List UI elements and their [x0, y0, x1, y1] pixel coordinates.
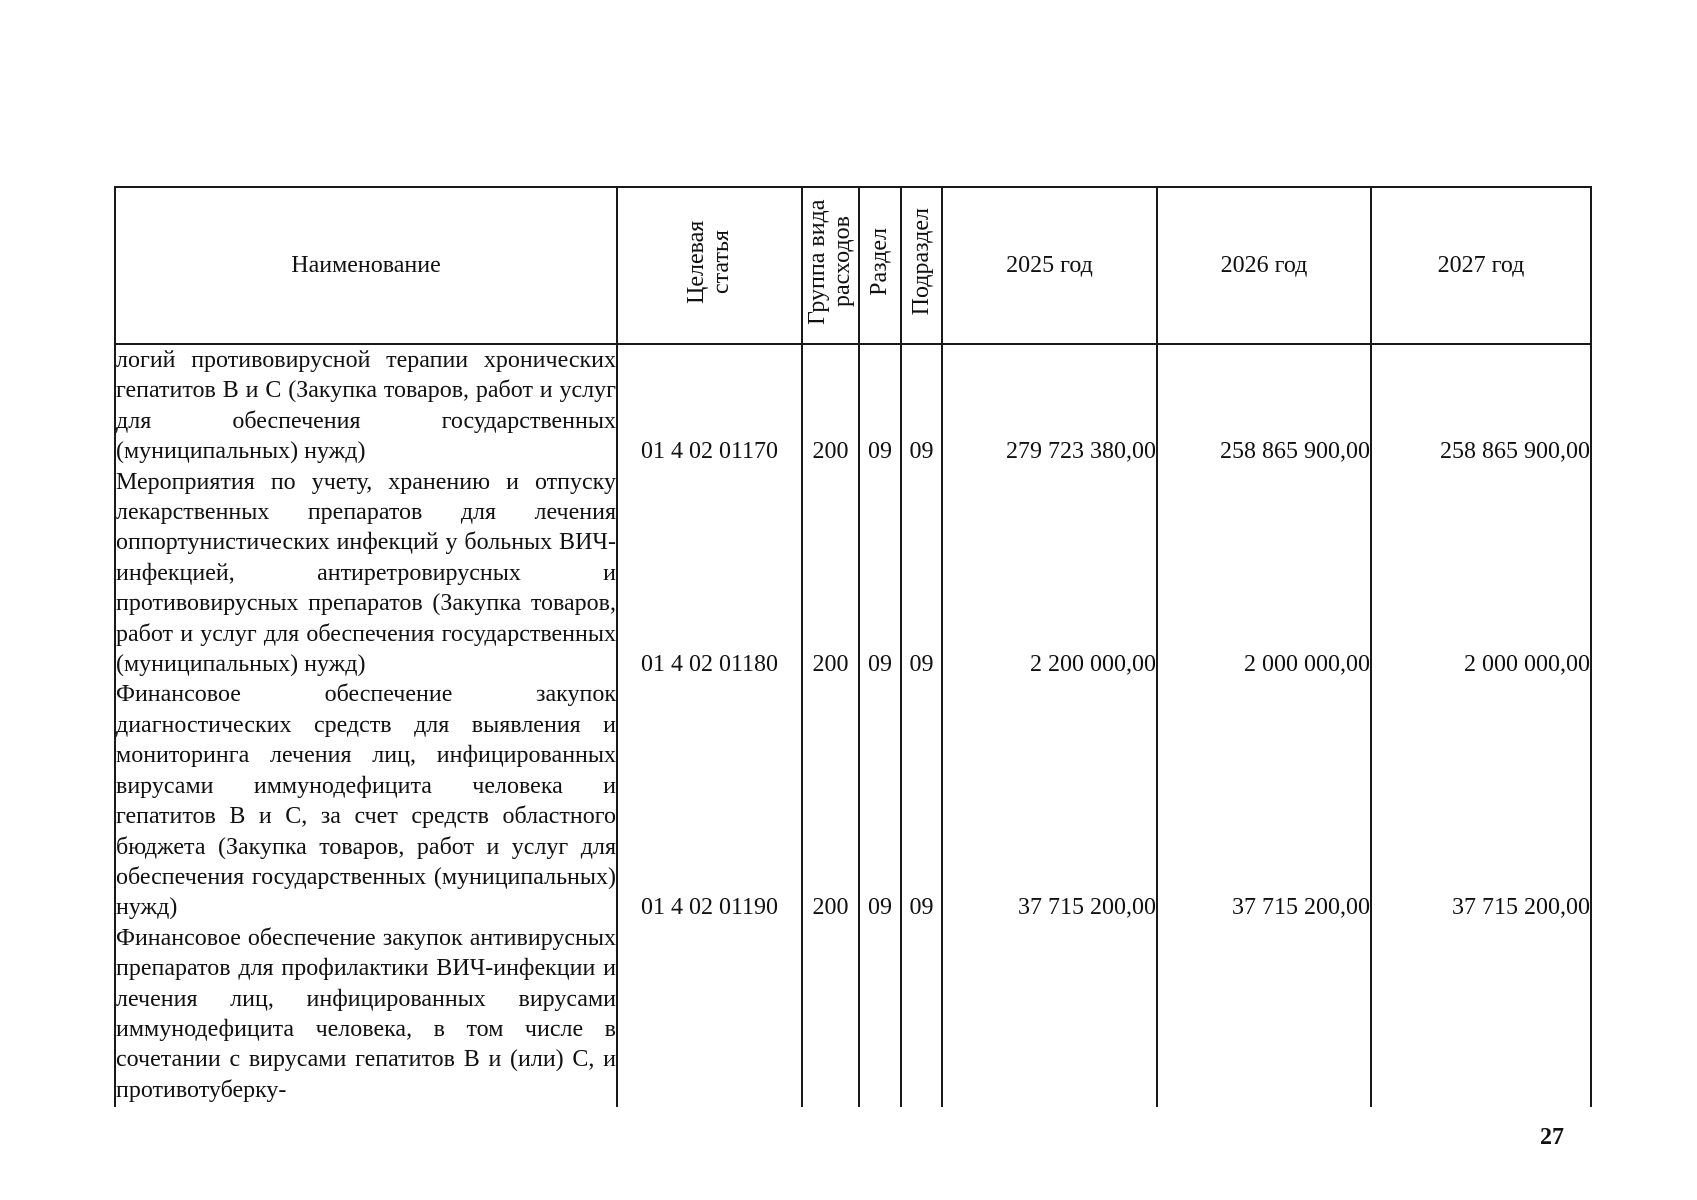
row-subsection: 09 — [901, 467, 942, 680]
row-amount-2025: 279 723 380,00 — [942, 344, 1157, 467]
header-year-2026: 2026 год — [1157, 187, 1371, 344]
row-target-article: 01 4 02 01180 — [617, 467, 802, 680]
row-target-article — [617, 923, 802, 1107]
budget-table — [114, 186, 1592, 1107]
row-section: 09 — [859, 679, 901, 922]
header-subsection: Подраздел — [901, 187, 942, 344]
row-amount-2025: 2 200 000,00 — [942, 467, 1157, 680]
row-section — [859, 923, 901, 1107]
row-amount-2026: 258 865 900,00 — [1157, 344, 1371, 467]
table-row — [115, 467, 1591, 680]
table-row — [115, 344, 1591, 467]
row-expense-group: 200 — [802, 679, 859, 922]
row-amount-2026: 2 000 000,00 — [1157, 467, 1371, 680]
row-amount-2026: 37 715 200,00 — [1157, 679, 1371, 922]
table-header-row — [115, 187, 1591, 344]
row-subsection — [901, 923, 942, 1107]
row-expense-group: 200 — [802, 344, 859, 467]
budget-table-container — [114, 186, 1590, 1107]
row-name: логий противовирусной терапии хронических гепатитов В и С (Закупка товаров, работ и услуг для обеспечения государственных (муниципальных) нужд) — [115, 344, 617, 467]
header-name: Наименование — [115, 187, 617, 344]
row-target-article: 01 4 02 01170 — [617, 344, 802, 467]
table-row — [115, 679, 1591, 922]
row-subsection: 09 — [901, 679, 942, 922]
row-amount-2027: 258 865 900,00 — [1371, 344, 1591, 467]
header-year-2025: 2025 год — [942, 187, 1157, 344]
page-number: 27 — [1540, 1124, 1564, 1150]
row-target-article: 01 4 02 01190 — [617, 679, 802, 922]
row-amount-2025: 37 715 200,00 — [942, 679, 1157, 922]
row-name: Мероприятия по учету, хранению и отпуску лекарственных препаратов для лечения оппортунистических инфекций у больных ВИЧ-инфекцией, антиретровирусных и противовирусных препаратов (Закупка товаров, работ и услуг для обеспечения государственных (муниципальных) нужд) — [115, 467, 617, 680]
row-amount-2025 — [942, 923, 1157, 1107]
row-section: 09 — [859, 344, 901, 467]
header-section: Раздел — [859, 187, 901, 344]
row-amount-2027 — [1371, 923, 1591, 1107]
row-expense-group: 200 — [802, 467, 859, 680]
row-subsection: 09 — [901, 344, 942, 467]
row-amount-2026 — [1157, 923, 1371, 1107]
table-row — [115, 923, 1591, 1107]
row-expense-group — [802, 923, 859, 1107]
row-name: Финансовое обеспечение закупок диагностических средств для выявления и мониторинга лечения лиц, инфицированных вирусами иммунодефицита человека и гепатитов В и С, за счет средств областного бюджета (Закупка товаров, работ и услуг для обеспечения государственных (муниципальных) нужд) — [115, 679, 617, 922]
header-expense-group: Группа вида расходов — [802, 187, 859, 344]
row-amount-2027: 2 000 000,00 — [1371, 467, 1591, 680]
header-year-2027: 2027 год — [1371, 187, 1591, 344]
header-target-article: Целевая статья — [617, 187, 802, 344]
row-section: 09 — [859, 467, 901, 680]
row-name: Финансовое обеспечение закупок антивирусных препаратов для профилактики ВИЧ-инфекции и лечения лиц, инфицированных вирусами иммунодефицита человека, в том числе в сочетании с вирусами гепатитов В и (или) С, и противотуберку- — [115, 923, 617, 1107]
row-amount-2027: 37 715 200,00 — [1371, 679, 1591, 922]
